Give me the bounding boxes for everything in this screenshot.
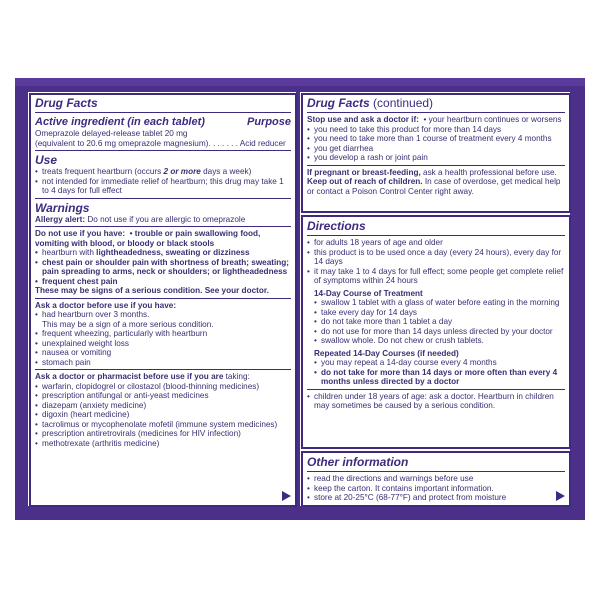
divider: [35, 112, 291, 113]
active-ingredient-line1: Omeprazole delayed-release tablet 20 mg: [35, 129, 188, 138]
ask-pharmacist-heading: Ask a doctor or pharmacist before use if you are taking:: [35, 372, 250, 381]
other-info-section: [307, 455, 565, 503]
list-item: • diazepam (anxiety medicine): [35, 401, 291, 411]
list-item: • chest pain or shoulder pain with shortness of breath; sweating; pain spreading to arms, neck or shoulders; or lightheadedness: [35, 258, 291, 277]
use-list: [35, 167, 291, 196]
divider: [307, 235, 565, 236]
continue-arrow-icon: [282, 491, 291, 501]
list-item: • take every day for 14 days: [307, 308, 565, 318]
list-item: • unexplained weight loss: [35, 339, 291, 349]
list-item: Do not use if you have: • trouble or pain swallowing food, vomiting with blood, or bloody or black stools: [35, 229, 261, 248]
directions-list: [307, 238, 565, 286]
allergy-alert: Allergy alert: Do not use if you are allergic to omeprazole: [35, 214, 246, 224]
divider: [35, 369, 291, 370]
list-item: • stomach pain: [35, 358, 291, 368]
divider: [307, 389, 565, 390]
list-item: • for adults 18 years of age and older: [307, 238, 565, 248]
divider: [307, 471, 565, 472]
list-item: • you need to take this product for more than 14 days: [307, 125, 565, 135]
pregnancy-warning: If pregnant or breast-feeding, ask a health professional before use.: [307, 167, 557, 177]
warnings-heading: Warnings: [35, 200, 90, 215]
directions-section: [307, 219, 565, 411]
list-item: • swallow 1 tablet with a glass of water before eating in the morning: [307, 298, 565, 308]
stop-use-heading: Stop use and ask a doctor if: • your heartburn continues or worsens: [307, 115, 562, 124]
list-item-note: This may be a sign of a more serious condition.: [42, 319, 214, 329]
list-item: • children under 18 years of age: ask a doctor. Heartburn in children may sometimes be caused by a serious condition.: [307, 392, 565, 411]
divider: [35, 150, 291, 151]
directions-heading: Directions: [307, 219, 366, 233]
ask-doctor-heading: Ask a doctor before use if you have:: [35, 300, 177, 310]
divider: [35, 298, 291, 299]
list-item: • warfarin, clopidogrel or cilostazol (blood-thinning medicines): [35, 382, 291, 392]
continued-section: [307, 96, 565, 196]
package-top-band: [15, 78, 585, 86]
list-item: • this product is to be used once a day (every 24 hours), every day for 14 days: [307, 248, 565, 267]
list-item: • do not take for more than 14 days or more often than every 4 months unless directed by a doctor: [307, 368, 565, 387]
drug-facts-continued-title: Drug Facts (continued): [307, 96, 434, 110]
other-info-list: [307, 474, 565, 503]
repeat-heading: Repeated 14-Day Courses (if needed): [314, 348, 459, 358]
list-item: • frequent chest pain: [35, 277, 291, 287]
list-item: • methotrexate (arthritis medicine): [35, 439, 291, 449]
list-item: • frequent wheezing, particularly with heartburn: [35, 329, 291, 339]
drug-facts-panel-right: [300, 92, 570, 506]
list-item: • digoxin (heart medicine): [35, 410, 291, 420]
list-item: • not intended for immediate relief of heartburn; this drug may take 1 to 4 days for full effect: [35, 177, 291, 196]
do-not-use-note: These may be signs of a serious condition. See your doctor.: [35, 286, 269, 295]
purpose-heading: Purpose: [246, 116, 291, 128]
list-item: • treats frequent heartburn (occurs 2 or more days a week): [35, 167, 291, 177]
list-item: • you may repeat a 14-day course every 4 months: [307, 358, 565, 368]
divider: [307, 112, 565, 113]
list-item: • had heartburn over 3 months.: [35, 310, 291, 320]
list-item: • heartburn with lightheadedness, sweating or dizziness: [35, 248, 291, 258]
list-item: • read the directions and warnings before use: [307, 474, 565, 484]
active-ingredient-line2: (equivalent to 20.6 mg omeprazole magnesium). . . . . . . Acid reducer: [35, 138, 286, 148]
divider: [307, 165, 565, 166]
keep-out-of-reach: Keep out of reach of children. In case of overdose, get medical help or contact a Poison Control Center right away.: [307, 177, 561, 196]
list-item: • do not use for more than 14 days unless directed by your doctor: [307, 327, 565, 337]
active-ingredient-header: [35, 115, 291, 129]
drug-facts-title: Drug Facts: [35, 96, 98, 110]
divider: [35, 226, 291, 227]
list-item: • prescription antifungal or anti-yeast medicines: [35, 391, 291, 401]
list-item: • nausea or vomiting: [35, 348, 291, 358]
list-item: • you develop a rash or joint pain: [307, 153, 565, 163]
list-item: • keep the carton. It contains important information.: [307, 484, 565, 494]
list-item: • do not take more than 1 tablet a day: [307, 317, 565, 327]
other-info-heading: Other information: [307, 455, 409, 469]
list-item: • swallow whole. Do not chew or crush tablets.: [307, 336, 565, 346]
left-content: [35, 96, 291, 448]
ask-doctor-section: [35, 301, 291, 368]
do-not-use-section: [35, 229, 291, 296]
use-heading: Use: [35, 153, 58, 167]
list-item: • store at 20-25°C (68-77°F) and protect from moisture: [307, 493, 565, 503]
drug-facts-panel-left: [28, 92, 296, 506]
course-heading: 14-Day Course of Treatment: [314, 288, 423, 298]
list-item: • prescription antiretrovirals (medicines for HIV infection): [35, 429, 291, 439]
continue-arrow-icon: [556, 491, 565, 501]
children-note-list: [307, 392, 565, 411]
ask-pharmacist-section: [35, 372, 291, 448]
list-item: • tacrolimus or mycophenolate mofetil (immune system medicines): [35, 420, 291, 430]
list-item: • you get diarrhea: [307, 144, 565, 154]
divider: [35, 198, 291, 199]
active-ingredient-heading: Active ingredient (in each tablet): [35, 116, 205, 128]
stop-use-section: [307, 115, 565, 163]
course-list: [307, 298, 565, 346]
list-item: • you need to take more than 1 course of treatment every 4 months: [307, 134, 565, 144]
list-item: • it may take 1 to 4 days for full effect; some people get complete relief of symptoms within 24 hours: [307, 267, 565, 286]
repeat-list: [307, 358, 565, 387]
